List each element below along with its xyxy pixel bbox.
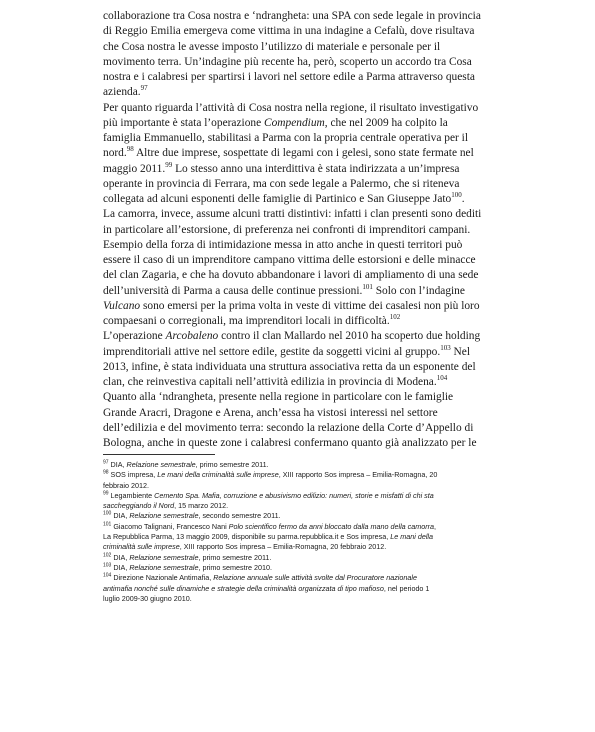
footnote-reference: 101	[103, 521, 112, 528]
text-run: ,	[434, 521, 437, 531]
body-text-line	[103, 375, 595, 390]
footnote-reference: 98	[126, 145, 134, 154]
footnote-reference: 102	[389, 313, 401, 322]
italic-text: Le mani della	[390, 532, 434, 542]
text-run: azienda.	[103, 86, 141, 99]
body-text-line	[103, 421, 595, 436]
footnote-reference: 99	[103, 490, 109, 497]
italic-text: Vulcano	[103, 299, 141, 312]
footnote-line	[103, 563, 595, 573]
italic-text: saccheggiando il Nord	[103, 501, 175, 511]
text-run: Direzione Nazionale Antimafia,	[111, 573, 214, 583]
text-run: Nel	[450, 345, 470, 358]
body-text-line	[103, 146, 595, 161]
italic-text: Cemento Spa. Mafia, corruzione e abusivismo edilizio: numeri, storie e misfatti di chi sta	[154, 490, 434, 500]
text-run: luglio 2009-30 giugno 2010.	[103, 593, 192, 603]
text-run: , XIII rapporto Sos impresa – Emilia-Romagna, 20	[278, 470, 438, 480]
text-run: clan, che reinvestiva capitali nell’attività edilizia in provincia di Modena.	[103, 376, 437, 388]
text-run: di Reggio Emilia emergeva come vittima in una indagine a Cefalù, dove risultava	[103, 25, 475, 38]
text-run: , primo semestre 2011.	[198, 552, 272, 562]
body-text-line	[103, 223, 595, 238]
footnote-reference: 103	[103, 562, 112, 569]
text-run: La camorra, invece, assume alcuni tratti distintivi: infatti i clan presenti sono dediti	[103, 208, 482, 221]
text-run: Quanto alla ‘ndrangheta, presente nella regione in particolare con le famiglie	[103, 391, 454, 404]
footnote-reference: 98	[103, 469, 109, 476]
body-text-line	[103, 284, 595, 299]
text-run: , che nel 2009 ha colpito la	[324, 116, 448, 129]
text-run: nostra e i calabresi per spartirsi i lavori nel settore edile a Parma attraverso questa	[103, 71, 475, 83]
italic-text: criminalità sulle imprese	[103, 542, 180, 552]
text-run: Esempio della forza di intimidazione messa in atto anche in questi territori può	[103, 238, 463, 251]
body-text-line	[103, 55, 595, 70]
italic-text: Arcobaleno	[165, 330, 219, 343]
italic-text: Relazione semestrale	[129, 511, 199, 521]
italic-text: Le mani della criminalità sulle imprese	[157, 470, 279, 480]
body-text-line	[103, 253, 595, 268]
text-run: Altre due imprese, sospettate di legami con i gelesi, sono state fermate nel	[133, 147, 474, 160]
text-run: DIA,	[111, 511, 130, 521]
text-run: , 15 marzo 2012.	[174, 501, 229, 511]
body-text-line	[103, 40, 595, 55]
text-run: , XIII rapporto Sos impresa – Emilia-Romagna, 20 febbraio 2012.	[179, 542, 387, 552]
text-run: più importante è stata l’operazione	[103, 116, 264, 129]
footnote-divider	[103, 454, 215, 455]
text-run: sono emersi per la prima volta in veste di vittime dei casalesi non più loro	[140, 299, 480, 312]
text-run: essere il caso di un imprenditore campano vittima delle estorsioni e delle minacce	[103, 254, 476, 266]
footnote-reference: 97	[140, 84, 148, 93]
text-run: operante in provincia di Ferrara, ma con sede legale a Palermo, che si riteneva	[103, 177, 460, 190]
body-text-line	[103, 406, 595, 421]
body-text-line	[103, 101, 595, 116]
footnote-line	[103, 594, 595, 604]
footnote-reference: 102	[103, 552, 112, 559]
text-run: maggio 2011.	[103, 162, 166, 175]
text-run: , primo semestre 2010.	[198, 562, 272, 572]
body-text-line	[103, 162, 595, 177]
footnote-reference: 103	[440, 343, 451, 352]
footnote-line	[103, 522, 595, 532]
footnote-line	[103, 460, 595, 470]
body-text-line	[103, 131, 595, 146]
body-text-line	[103, 268, 595, 283]
text-run: DIA,	[108, 460, 127, 469]
text-run: del clan Zagaria, e che ha dovuto abbandonare i lavori di ampliamento di una sede	[103, 269, 479, 282]
footnote-line	[103, 491, 595, 501]
body-text-line	[103, 436, 595, 451]
text-run: dell’edilizia e del movimento terra: secondo la relazione della Corte d’Appello di	[103, 421, 474, 434]
footnote-reference: 97	[103, 459, 109, 466]
body-text-line	[103, 329, 595, 344]
text-run: febbraio 2012.	[103, 480, 149, 490]
footnote-line	[103, 481, 595, 491]
italic-text: Relazione annuale sulle attività svolte dal Procuratore nazionale	[213, 573, 417, 583]
text-run: collegata ad alcuni esponenti delle famiglie di Partinico e San Giuseppe Jato	[103, 193, 452, 205]
footnote-reference: 104	[436, 374, 448, 383]
footnote-reference: 100	[451, 191, 462, 200]
text-run: Solo con l’indagine	[372, 284, 465, 297]
body-text-line	[103, 238, 595, 253]
footnote-reference: 104	[103, 572, 112, 579]
footnote-reference: 100	[103, 511, 112, 518]
text-run: , secondo semestre 2011.	[198, 511, 281, 521]
body-text-line	[103, 192, 595, 207]
text-run: Per quanto riguarda l’attività di Cosa nostra nella regione, il risultato investigativo	[103, 101, 479, 114]
text-run: famiglia Emmanuello, stabilitasi a Parma con la propria centrale operativa per il	[103, 132, 468, 144]
body-text-line	[103, 116, 595, 131]
body-text-line	[103, 345, 595, 360]
footnote-line	[103, 511, 595, 521]
text-run: contro il clan Mallardo nel 2010 ha scoperto due holding	[218, 330, 481, 343]
text-run: 2013, infine, è stata individuata una struttura associativa retta da un esponente del	[103, 360, 476, 373]
text-run: Lo stesso anno una interdittiva è stata indirizzata a un’impresa	[172, 162, 460, 175]
italic-text: Compendium	[264, 116, 325, 129]
body-text-line	[103, 314, 595, 329]
main-text-body	[103, 9, 595, 451]
text-run: La Repubblica Parma, 13 maggio 2009, disponibile su parma.repubblica.it e Sos impresa,	[103, 532, 391, 542]
footnote-reference: 101	[362, 282, 373, 291]
text-run: SOS impresa,	[108, 470, 158, 480]
body-text-line	[103, 24, 595, 39]
text-run: movimento terra. Un’indagine più recente ha, però, scoperto un accordo tra Cosa	[103, 55, 472, 68]
text-run: , nel periodo 1	[383, 583, 430, 593]
body-text-line	[103, 177, 595, 192]
text-run: Grande Aracri, Dragone e Arena, anch’essa ha vistosi interessi nel settore	[103, 406, 438, 419]
text-run: .	[461, 193, 465, 205]
body-text-line	[103, 70, 595, 85]
footnote-reference: 99	[165, 160, 173, 169]
text-run: collaborazione tra Cosa nostra e ‘ndrangheta: una SPA con sede legale in provincia	[103, 10, 481, 22]
text-run: L’operazione	[103, 330, 166, 343]
body-text-line	[103, 85, 595, 100]
text-run: imprenditoriali attive nel settore edile, gestite da soggetti vicini al gruppo.	[103, 345, 441, 358]
text-run: compaesani o corregionali, ma imprenditori locali in difficoltà.	[103, 315, 390, 327]
footnotes-section	[103, 460, 595, 604]
text-run: dell’università di Parma a causa delle continue pressioni.	[103, 284, 363, 297]
text-run: , primo semestre 2011.	[195, 460, 269, 469]
text-run: Bologna, anche in queste zone i calabresi confermano quanto già analizzato per le	[103, 437, 477, 449]
text-run: nord.	[103, 147, 127, 160]
text-run: che Cosa nostra le avesse imposto l’utilizzo di materiale e personale per il	[103, 40, 441, 53]
text-run: in particolare all’estorsione, di preferenza nei confronti di imprenditori campani.	[103, 223, 471, 236]
italic-text: Relazione semestrale	[126, 460, 196, 469]
footnote-line	[103, 553, 595, 563]
footnote-line	[103, 584, 595, 594]
body-text-line	[103, 9, 595, 24]
footnote-line	[103, 470, 595, 480]
footnote-line	[103, 501, 595, 511]
body-text-line	[103, 390, 595, 405]
footnote-line	[103, 542, 595, 552]
italic-text: Relazione semestrale	[129, 552, 199, 562]
text-run: DIA,	[111, 552, 130, 562]
text-run: Giacomo Talignani, Francesco Nani	[111, 521, 229, 531]
body-text-line	[103, 299, 595, 314]
footnote-line	[103, 573, 595, 583]
body-text-line	[103, 207, 595, 222]
text-run: DIA,	[111, 562, 130, 572]
text-run: Legambiente	[108, 490, 155, 500]
italic-text: Relazione semestrale	[129, 562, 199, 572]
footnote-line	[103, 532, 595, 542]
italic-text: antimafia nonché sulle dinamiche e strategie della criminalità organizzata di tipo mafioso	[103, 583, 384, 593]
body-text-line	[103, 360, 595, 375]
italic-text: Polo scientifico fermo da anni bloccato dalla mano della camorra	[228, 521, 435, 531]
